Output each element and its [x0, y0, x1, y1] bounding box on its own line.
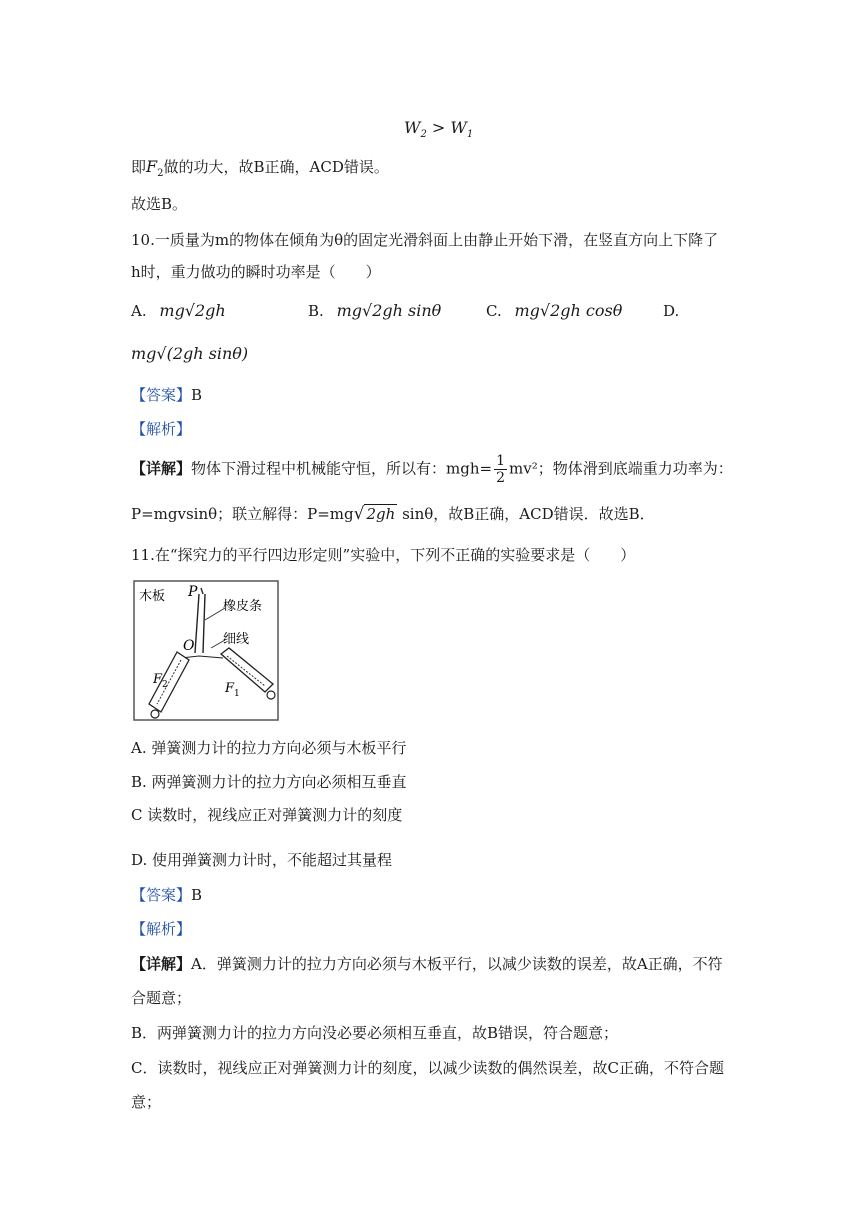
q10-option-a: A. mg√2gh — [131, 301, 226, 320]
label-f1: F — [225, 681, 235, 696]
q10-stem-1: 10.一质量为m的物体在倾角为θ的固定光滑斜面上由静止开始下滑，在竖直方向上下降了 — [131, 231, 719, 249]
q11-analysis-tag: 【解析】 — [131, 920, 192, 938]
q11-option-d: D. 使用弹簧测力计时，不能超过其量程 — [131, 851, 393, 869]
q11-detail-a-2: 合题意； — [131, 989, 192, 1007]
label-f2-sub: 2 — [162, 680, 168, 690]
q10-answer: 【答案】B — [131, 386, 203, 404]
label-o: O — [183, 638, 195, 654]
q10-stem-2: h时，重力做功的瞬时功率是（ ） — [131, 263, 381, 281]
q10-option-d: mg√(2gh sinθ) — [131, 344, 249, 363]
q11-option-b: B. 两弹簧测力计的拉力方向必须相互垂直 — [131, 773, 407, 791]
line-choose-b: 故选B。 — [131, 195, 188, 213]
q11-detail-c-2: 意； — [131, 1093, 162, 1111]
q11-detail-c-1: C．读数时，视线应正对弹簧测力计的刻度，以减少读数的偶然误差，故C正确，不符合题 — [131, 1059, 724, 1077]
rubber-label: 橡皮条 — [223, 599, 263, 614]
thread-label: 细线 — [223, 632, 250, 647]
label-f2: F — [153, 672, 163, 687]
q10-option-c: C. mg√2gh cosθ — [486, 301, 623, 320]
q10-analysis-tag: 【解析】 — [131, 420, 192, 438]
formula-w2-gt-w1: $W_2 > W_1$ — [404, 118, 474, 141]
line-b-correct: 即$F_2$做的功大，故B正确，ACD错误。 — [131, 157, 389, 179]
q11-stem: 11.在“探究力的平行四边形定则”实验中，下列不正确的实验要求是（ ） — [131, 546, 636, 564]
board-label: 木板 — [139, 589, 166, 604]
q11-detail-b: B．两弹簧测力计的拉力方向没必要必须相互垂直，故B错误，符合题意； — [131, 1024, 619, 1042]
q10-detail-1: 【详解】物体下滑过程中机械能守恒，所以有：mgh= $\frac{1}{2}$ mv²；物体滑到底端重力功率为： — [131, 453, 733, 486]
q11-option-a: A. 弹簧测力计的拉力方向必须与木板平行 — [131, 739, 407, 757]
q11-answer: 【答案】B — [131, 886, 203, 904]
q11-option-c: C 读数时，视线应正对弹簧测力计的刻度 — [131, 806, 403, 824]
q11-detail-a-1: 【详解】A．弹簧测力计的拉力方向必须与木板平行，以减少读数的误差，故A正确，不符 — [131, 955, 723, 973]
q10-option-d-label: D. — [663, 302, 680, 320]
q10-detail-2: P=mgvsinθ；联立解得：P=mg√ 2gh sinθ，故B正确，ACD错误．故选B． — [131, 504, 655, 524]
label-f1-sub: 1 — [234, 689, 240, 699]
force-experiment-figure — [133, 580, 279, 722]
label-p: P — [188, 584, 198, 600]
q10-option-b: B. mg√2gh sinθ — [308, 301, 442, 320]
